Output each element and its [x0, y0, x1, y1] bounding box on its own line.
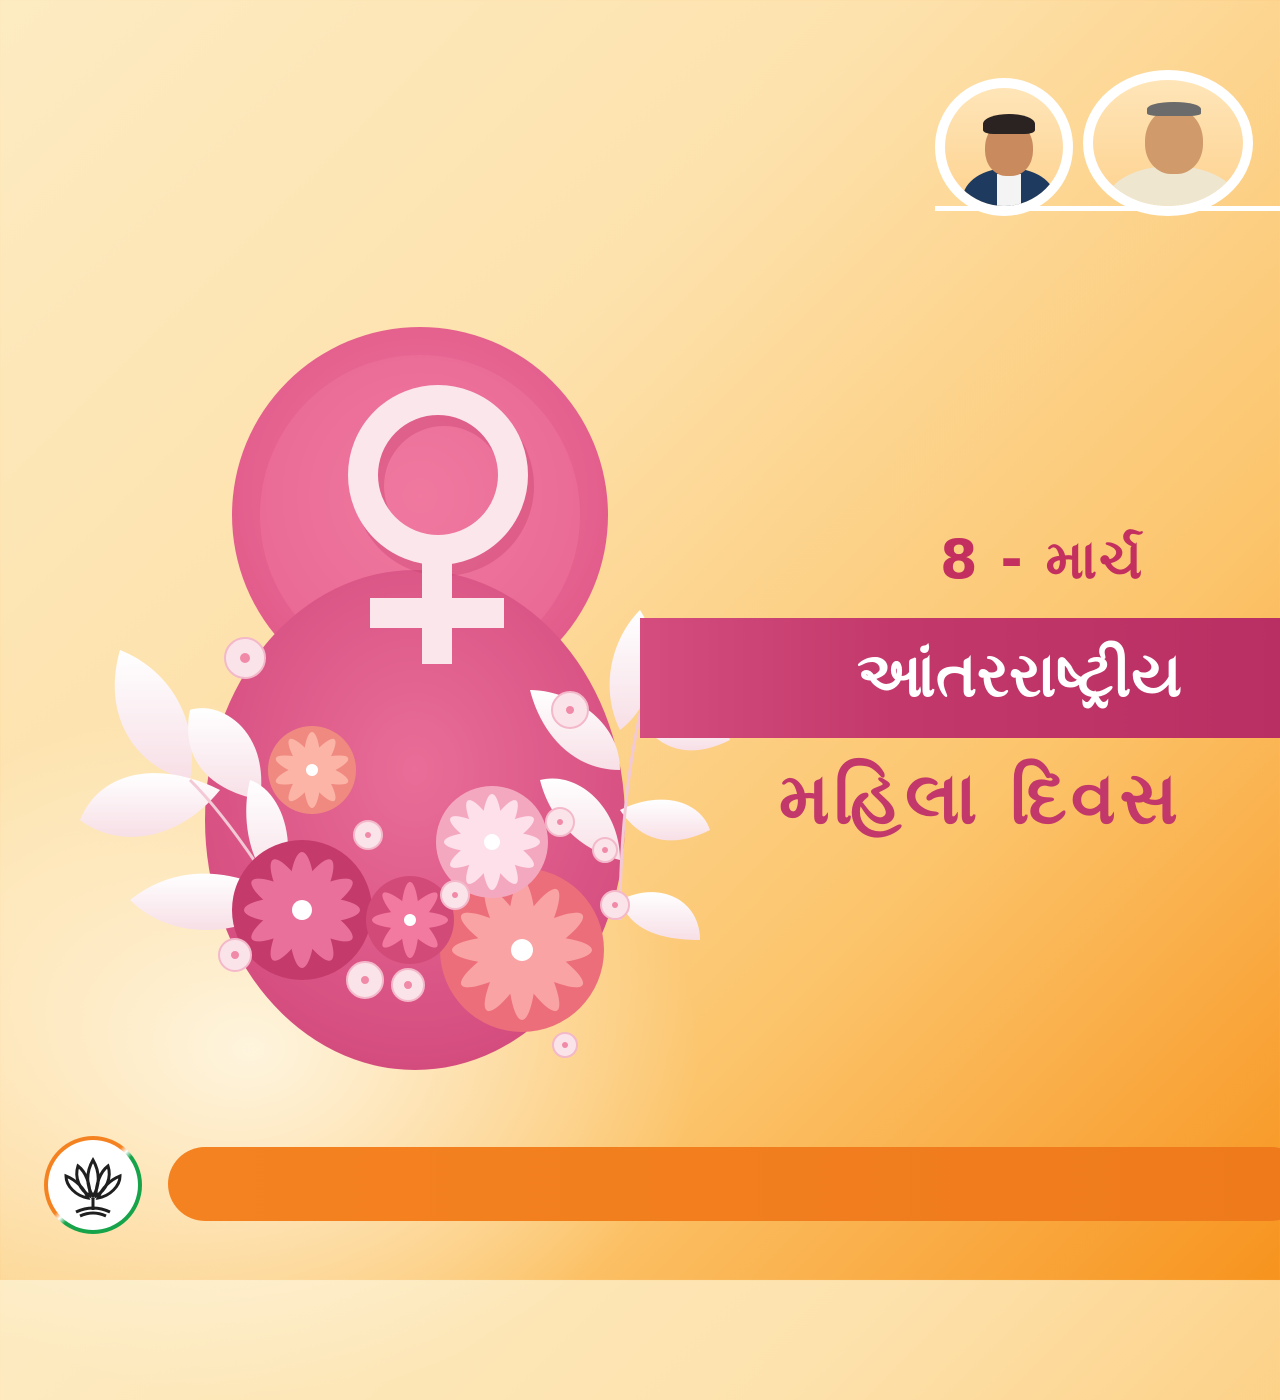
footer-bar [168, 1147, 1280, 1221]
ribbon-label: આંતરરાષ્ટ્રીય [857, 638, 1182, 711]
portrait-underline [935, 206, 1280, 211]
title-ribbon [640, 618, 1280, 738]
portrait-right [1083, 70, 1253, 216]
party-logo [44, 1136, 142, 1234]
leaders-portraits [935, 70, 1280, 216]
lotus-logo-icon [48, 1140, 138, 1230]
flower-middle [366, 876, 454, 964]
portrait-left [935, 78, 1073, 216]
flower-medium-left [268, 726, 356, 814]
flower-large-left [232, 840, 372, 980]
date-label: 8 - માર્ચ [940, 528, 1145, 591]
title-label: મહિલા દિવસ [778, 756, 1182, 840]
